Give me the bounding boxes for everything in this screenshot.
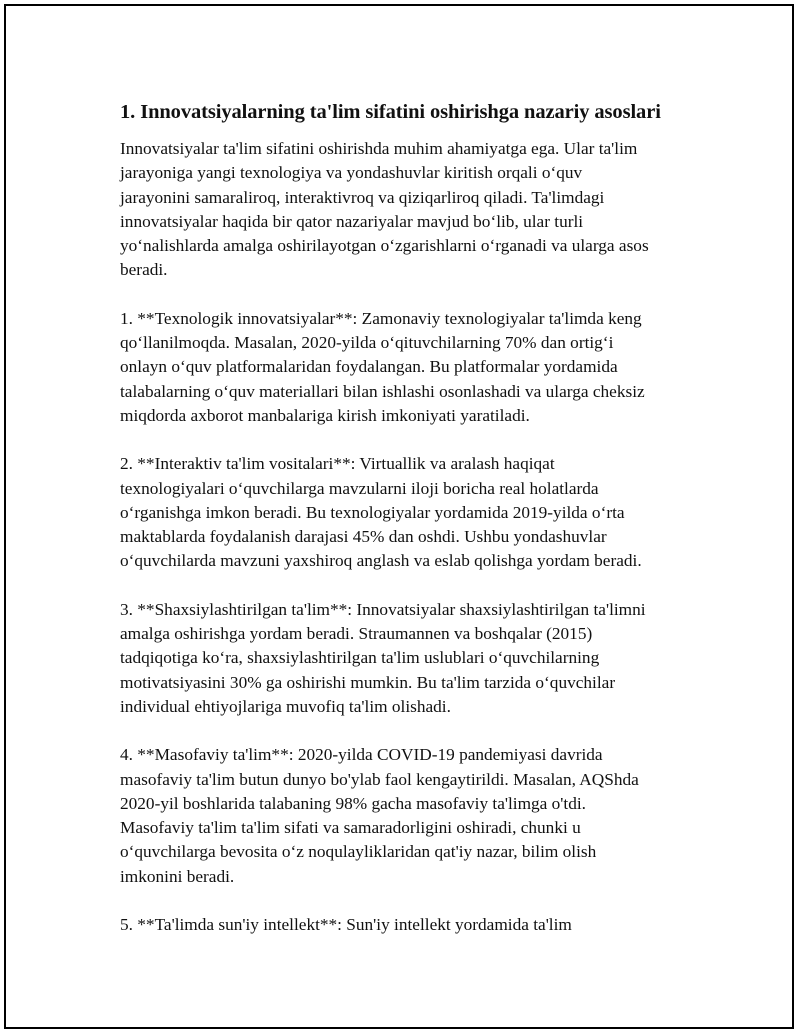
document-body	[120, 99, 700, 961]
text-line: o‘quvchilarda mavzuni yaxshiroq anglash va eslab qolishga yordam beradi.	[120, 551, 642, 571]
text-line: yo‘nalishlarda amalga oshirilayotgan o‘zgarishlarni o‘rganadi va ularga asos	[120, 236, 649, 256]
text-line: masofaviy ta'lim butun dunyo bo'ylab faol kengaytirildi. Masalan, AQShda	[120, 769, 639, 789]
text-line: 2020-yil boshlarida talabaning 98% gacha masofaviy ta'limga o'tdi.	[120, 793, 586, 813]
text-line: motivatsiyasini 30% ga oshirishi mumkin. Bu ta'lim tarzida o‘quvchilar	[120, 672, 616, 692]
paragraph-item-2	[120, 452, 700, 573]
text-line: individual ehtiyojlariga muvofiq ta'lim olishadi.	[120, 696, 451, 716]
text-line: imkonini beradi.	[120, 866, 235, 886]
page-frame	[4, 4, 794, 1029]
text-line: Masofaviy ta'lim ta'lim sifati va samaradorligini oshiradi, chunki u	[120, 818, 581, 838]
text-line: texnologiyalari o‘quvchilarga mavzularni iloji boricha real holatlarda	[120, 478, 599, 498]
text-line: o‘quvchilarga bevosita o‘z noqulayliklaridan qat'iy nazar, bilim olish	[120, 842, 597, 862]
text-line: 3. **Shaxsiylashtirilgan ta'lim**: Innovatsiyalar shaxsiylashtirilgan ta'limni	[120, 599, 646, 619]
text-line: 2. **Interaktiv ta'lim vositalari**: Virtuallik va aralash haqiqat	[120, 454, 555, 474]
paragraph-item-1	[120, 307, 700, 428]
text-line: onlayn o‘quv platformalaridan foydalangan. Bu platformalar yordamida	[120, 357, 618, 377]
text-line: amalga oshirishga yordam beradi. Straumannen va boshqalar (2015)	[120, 624, 593, 644]
paragraph-item-5	[120, 913, 700, 937]
text-line: miqdorda axborot manbalariga kirish imkoniyati yaratiladi.	[120, 405, 530, 425]
text-line: tadqiqotiga ko‘ra, shaxsiylashtirilgan ta'lim uslublari o‘quvchilarning	[120, 648, 600, 668]
text-line: Innovatsiyalar ta'lim sifatini oshirishda muhim ahamiyatga ega. Ular ta'lim	[120, 139, 638, 158]
paragraph-item-4	[120, 743, 700, 889]
paragraph-intro	[120, 137, 700, 283]
text-line: talabalarning o‘quv materiallari bilan ishlashi osonlashadi va ularga cheksiz	[120, 381, 645, 401]
text-line: 5. **Ta'limda sun'iy intellekt**: Sun'iy intellekt yordamida ta'lim	[120, 915, 572, 935]
text-line: jarayoniga yangi texnologiya va yondashuvlar kiritish orqali o‘quv	[120, 163, 583, 183]
text-line: jarayonini samaraliroq, interaktivroq va qiziqarliroq qiladi. Ta'limdagi	[120, 187, 605, 207]
paragraph-item-3	[120, 598, 700, 719]
text-line: 4. **Masofaviy ta'lim**: 2020-yilda COVID-19 pandemiyasi davrida	[120, 745, 603, 765]
text-line: beradi.	[120, 260, 168, 280]
text-line: maktablarda foydalanish darajasi 45% dan oshdi. Ushbu yondashuvlar	[120, 527, 607, 547]
text-line: qo‘llanilmoqda. Masalan, 2020-yilda o‘qituvchilarning 70% dan ortig‘i	[120, 333, 614, 353]
text-line: 1. **Texnologik innovatsiyalar**: Zamonaviy texnologiyalar ta'limda keng	[120, 308, 642, 328]
document-title: 1. Innovatsiyalarning ta'lim sifatini oshirishga nazariy asoslari	[120, 101, 661, 123]
text-line: innovatsiyalar haqida bir qator nazariyalar mavjud bo‘lib, ular turli	[120, 211, 584, 231]
text-line: o‘rganishga imkon beradi. Bu texnologiyalar yordamida 2019-yilda o‘rta	[120, 502, 625, 522]
